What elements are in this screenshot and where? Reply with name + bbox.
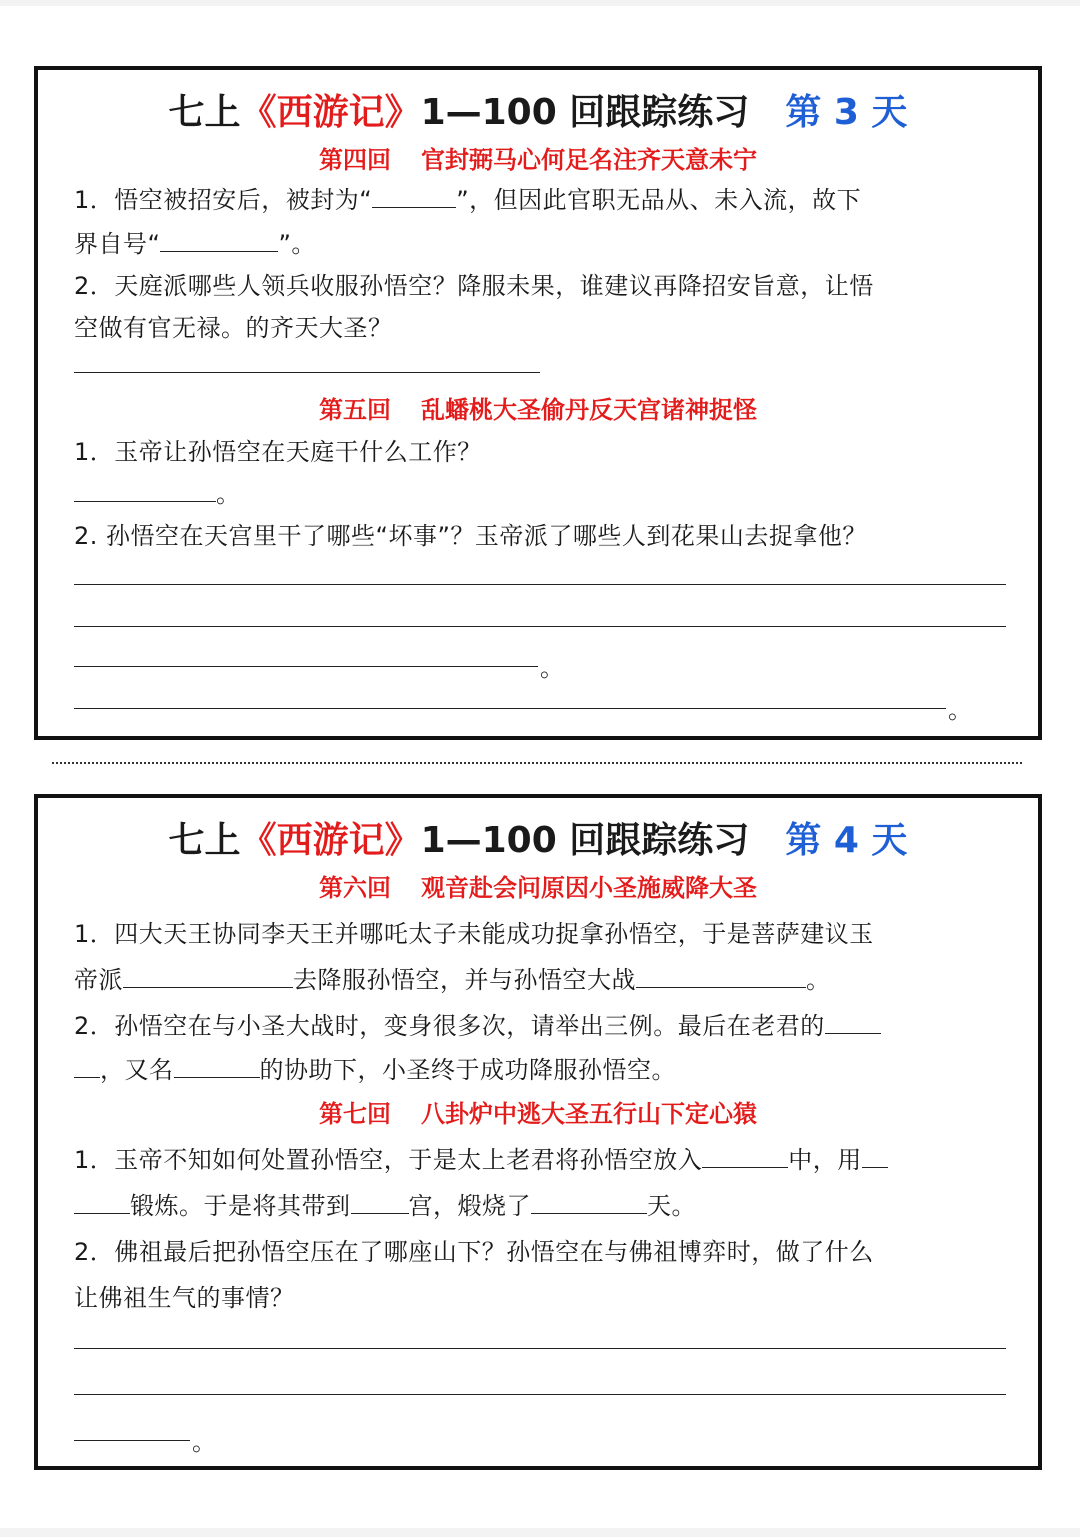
title-day: 第 4 天	[785, 820, 908, 861]
answer-line[interactable]	[74, 584, 1006, 585]
question-text: 中，用	[788, 1146, 862, 1174]
card-title	[38, 812, 1038, 863]
question-text: 1．四大天王协同李天王并哪吒太子未能成功捉拿孙悟空，于是菩萨建议玉	[74, 920, 874, 948]
question-text: 1．悟空被招安后，被封为“	[74, 186, 373, 214]
question-text: 宫，煅烧了	[408, 1192, 531, 1220]
question-line	[74, 516, 867, 551]
answer-blank[interactable]	[160, 229, 278, 252]
answer-blank[interactable]	[636, 965, 806, 988]
title-book: 《西游记》	[240, 820, 421, 861]
question-line	[74, 432, 482, 467]
chapter-name: 乱蟠桃大圣偷丹反天宫诸神捉怪	[421, 396, 757, 424]
answer-line[interactable]	[74, 666, 538, 667]
title-subject: 1—100 回跟踪练习	[420, 92, 750, 133]
card-title	[38, 84, 1038, 135]
question-line	[74, 1006, 881, 1041]
question-text: 让佛祖生气的事情？	[74, 1284, 295, 1312]
question-line	[74, 914, 874, 949]
answer-blank[interactable]	[174, 1055, 260, 1078]
chapter-name: 八卦炉中逃大圣五行山下定心猿	[421, 1100, 757, 1128]
period-mark: 。	[192, 1428, 216, 1456]
answer-blank[interactable]	[531, 1191, 647, 1214]
chapter-name: 官封弼马心何足名注齐天意未宁	[421, 146, 757, 174]
question-text: 界自号“	[74, 230, 161, 258]
chapter-number: 第六回	[319, 874, 391, 902]
chapter-heading	[38, 140, 1038, 175]
answer-line[interactable]	[74, 1348, 1006, 1349]
question-line	[74, 1232, 874, 1267]
chapter-heading	[38, 390, 1038, 425]
answer-line[interactable]	[74, 626, 1006, 627]
question-text: ”。	[278, 230, 316, 258]
question-text: 去降服孙悟空，并与孙悟空大战	[293, 966, 636, 994]
title-day: 第 3 天	[785, 92, 908, 133]
question-line	[74, 1278, 295, 1313]
answer-line[interactable]	[74, 1440, 190, 1441]
question-line	[74, 224, 316, 259]
question-text: 帝派	[74, 966, 123, 994]
answer-line[interactable]	[74, 708, 946, 709]
question-text: ，又名	[100, 1056, 174, 1084]
question-line	[74, 1140, 888, 1175]
question-line	[74, 1050, 676, 1085]
question-text: 。	[806, 966, 831, 994]
period-mark: 。	[948, 696, 972, 724]
answer-blank[interactable]	[351, 1191, 409, 1214]
question-text: 空做有官无禄。的齐天大圣？	[74, 314, 393, 342]
question-text: 2．孙悟空在与小圣大战时，变身很多次，请举出三例。最后在老君的	[74, 1012, 825, 1040]
title-grade: 七上	[168, 92, 241, 133]
question-line	[74, 1186, 696, 1221]
chapter-number: 第七回	[319, 1100, 391, 1128]
question-line	[74, 960, 831, 995]
question-text: 2．佛祖最后把孙悟空压在了哪座山下？孙悟空在与佛祖博弈时，做了什么	[74, 1238, 874, 1266]
question-line	[74, 266, 874, 301]
chapter-number: 第五回	[319, 396, 391, 424]
answer-blank[interactable]	[702, 1145, 788, 1168]
cut-line-divider	[52, 762, 1022, 764]
question-line	[74, 308, 393, 343]
answer-blank[interactable]	[123, 965, 293, 988]
answer-blank[interactable]	[74, 1055, 100, 1078]
answer-blank[interactable]	[74, 1191, 130, 1214]
question-text: 天。	[647, 1192, 696, 1220]
answer-blank[interactable]	[74, 479, 216, 502]
answer-line[interactable]	[74, 372, 540, 373]
question-line	[74, 180, 861, 215]
title-grade: 七上	[168, 820, 241, 861]
period-mark: 。	[540, 654, 564, 682]
chapter-heading	[38, 868, 1038, 903]
answer-line[interactable]	[74, 1394, 1006, 1395]
question-text: ”，但因此官职无品从、未入流，故下	[456, 186, 862, 214]
answer-blank[interactable]	[372, 185, 456, 208]
answer-blank[interactable]	[862, 1145, 888, 1168]
question-text: 1．玉帝不知如何处置孙悟空，于是太上老君将孙悟空放入	[74, 1146, 703, 1174]
chapter-heading	[38, 1094, 1038, 1129]
question-text: 1．玉帝让孙悟空在天庭干什么工作？	[74, 438, 482, 466]
answer-blank[interactable]	[825, 1011, 881, 1034]
chapter-number: 第四回	[319, 146, 391, 174]
question-text: 2. 孙悟空在天宫里干了哪些“坏事”？玉帝派了哪些人到花果山去捉拿他？	[74, 522, 867, 550]
question-text: 锻炼。于是将其带到	[130, 1192, 351, 1220]
question-text: 2．天庭派哪些人领兵收服孙悟空？降服未果，谁建议再降招安旨意，让悟	[74, 272, 874, 300]
question-text: 的协助下，小圣终于成功降服孙悟空。	[259, 1056, 676, 1084]
worksheet-card-day-4	[34, 794, 1042, 1470]
worksheet-card-day-3	[34, 66, 1042, 740]
title-subject: 1—100 回跟踪练习	[420, 820, 750, 861]
chapter-name: 观音赴会问原因小圣施威降大圣	[421, 874, 757, 902]
question-text: 。	[216, 480, 241, 508]
title-book: 《西游记》	[240, 92, 421, 133]
question-line	[74, 474, 241, 509]
